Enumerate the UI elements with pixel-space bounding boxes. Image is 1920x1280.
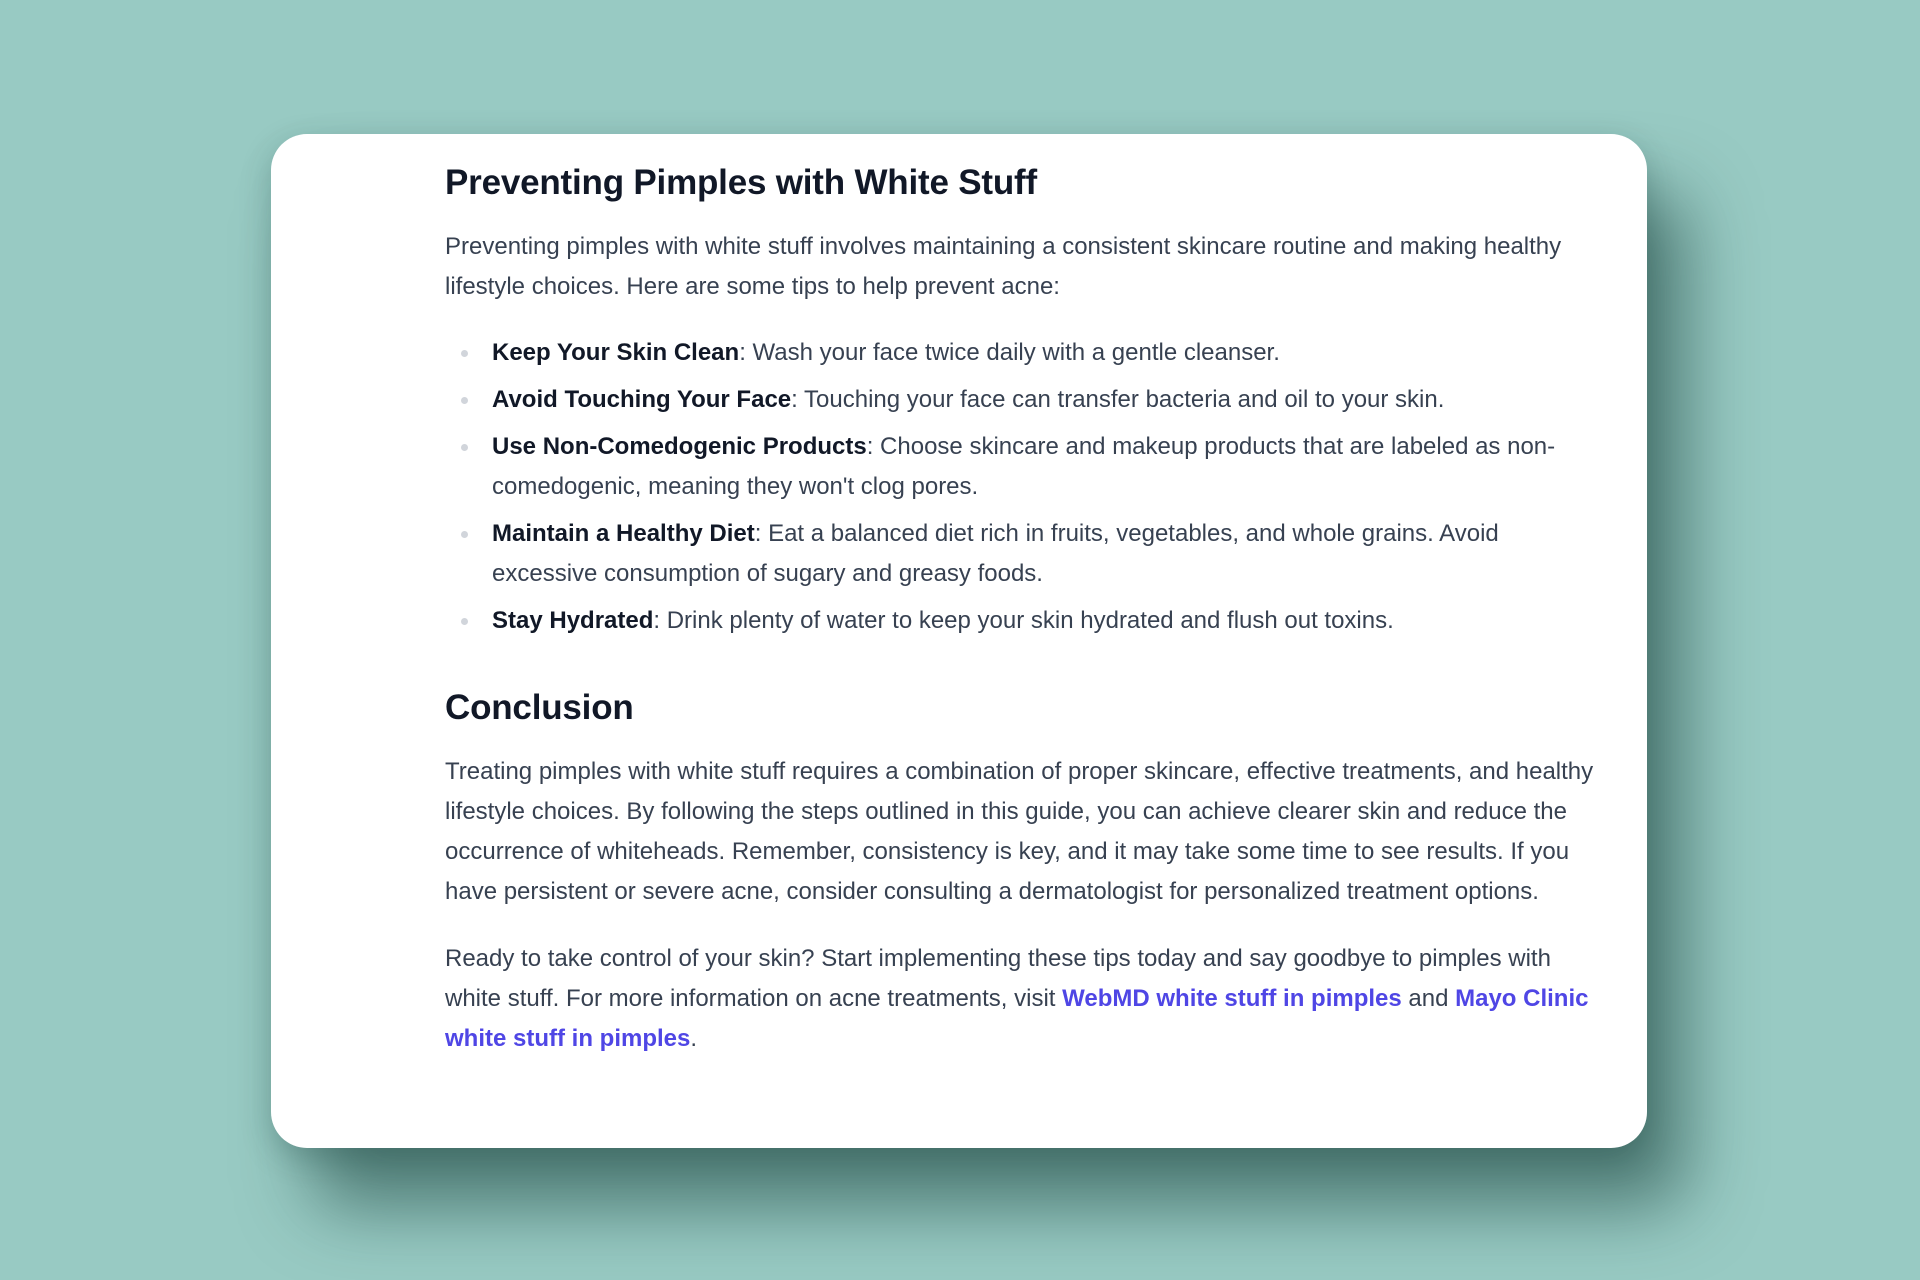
tip-text: : Drink plenty of water to keep your skin hydrated and flush out toxins.: [653, 607, 1394, 634]
tip-title: Keep Your Skin Clean: [492, 339, 740, 366]
bullet-icon: [461, 350, 468, 357]
tip-title: Maintain a Healthy Diet: [492, 520, 755, 547]
cta-connector: and: [1401, 985, 1456, 1012]
bullet-icon: [461, 444, 468, 451]
list-item: [445, 380, 1595, 420]
list-item: [445, 427, 1595, 507]
list-item: [445, 333, 1595, 373]
article-content: [445, 158, 1595, 1059]
tip-text: : Wash your face twice daily with a gentle cleanser.: [739, 339, 1280, 366]
prevention-heading: Preventing Pimples with White Stuff: [445, 163, 1037, 202]
bullet-icon: [461, 531, 468, 538]
call-to-action: [445, 939, 1595, 1059]
tip-title: Use Non-Comedogenic Products: [492, 433, 867, 460]
cta-end: .: [690, 1025, 698, 1052]
conclusion-paragraph: Treating pimples with white stuff requires a combination of proper skincare, effective treatments, and healthy lifestyle choices. By following the steps outlined in this guide, you can achieve clearer skin and reduce the occurrence of whiteheads. Remember, consistency is key, and it may take some time to see results. If you have persistent or severe acne, consider consulting a dermatologist for personalized treatment options.: [445, 758, 1594, 905]
conclusion-heading: Conclusion: [445, 688, 634, 727]
tip-text: : Touching your face can transfer bacteria and oil to your skin.: [791, 386, 1445, 413]
article-card: [271, 134, 1647, 1148]
list-item: [445, 514, 1595, 594]
bullet-icon: [461, 397, 468, 404]
prevention-intro: Preventing pimples with white stuff involves maintaining a consistent skincare routine and making healthy lifestyle choices. Here are some tips to help prevent acne:: [445, 233, 1562, 300]
mayo-clinic-link[interactable]: Mayo Clinic white stuff in pimples: [445, 985, 1589, 1052]
bullet-icon: [461, 618, 468, 625]
tip-text: : Eat a balanced diet rich in fruits, vegetables, and whole grains. Avoid excessive consumption of sugary and greasy foods.: [492, 520, 1499, 587]
cta-text: Ready to take control of your skin? Start implementing these tips today and say goodbye to pimples with white stuff. For more information on acne treatments, visit: [445, 945, 1551, 1012]
webmd-link[interactable]: WebMD white stuff in pimples: [1062, 985, 1402, 1012]
tips-list: [445, 333, 1595, 641]
list-item: [445, 601, 1595, 641]
tip-title: Avoid Touching Your Face: [492, 386, 792, 413]
tip-text: : Choose skincare and makeup products that are labeled as non-comedogenic, meaning they won't clog pores.: [492, 433, 1556, 500]
tip-title: Stay Hydrated: [492, 607, 654, 634]
